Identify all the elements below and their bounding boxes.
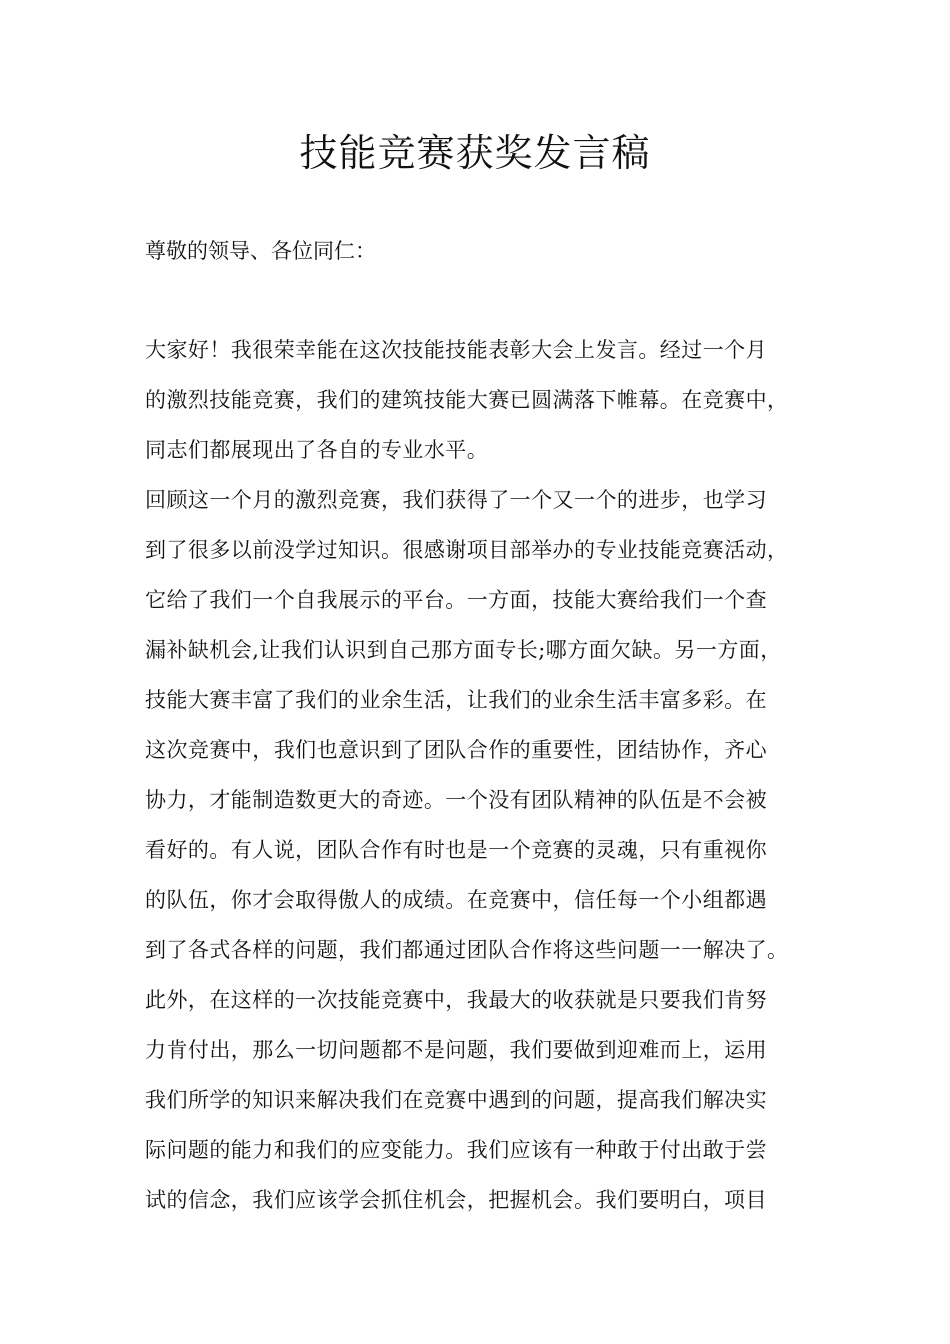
text-line: 同志们都展现出了各自的专业水平。	[145, 438, 489, 462]
text-line: 到了很多以前没学过知识。很感谢项目部举办的专业技能竞赛活动，	[145, 538, 789, 562]
text-line: 此外，在这样的一次技能竞赛中，我最大的收获就是只要我们肯努	[145, 988, 768, 1012]
text-line: 的激烈技能竞赛，我们的建筑技能大赛已圆满落下帷幕。在竞赛中，	[145, 388, 789, 412]
text-line: 漏补缺机会,让我们认识到自己那方面专长;哪方面欠缺。另一方面，	[145, 638, 782, 662]
body-text	[145, 335, 825, 1235]
text-line: 协力，才能制造数更大的奇迹。一个没有团队精神的队伍是不会被	[145, 788, 768, 812]
text-line: 回顾这一个月的激烈竞赛，我们获得了一个又一个的进步，也学习	[145, 488, 768, 512]
page-title: 技能竞赛获奖发言稿	[299, 131, 651, 175]
text-line: 到了各式各样的问题，我们都通过团队合作将这些问题一一解决了。	[145, 938, 789, 962]
text-line: 我们所学的知识来解决我们在竞赛中遇到的问题，提高我们解决实	[145, 1088, 768, 1112]
text-line: 大家好！我很荣幸能在这次技能技能表彰大会上发言。经过一个月	[145, 338, 768, 362]
text-line: 的队伍，你才会取得傲人的成绩。在竞赛中，信任每一个小组都遇	[145, 888, 768, 912]
text-line: 际问题的能力和我们的应变能力。我们应该有一种敢于付出敢于尝	[145, 1138, 768, 1162]
text-line: 力肯付出，那么一切问题都不是问题，我们要做到迎难而上，运用	[145, 1038, 768, 1062]
salutation: 尊敬的领导、各位同仁：	[145, 239, 376, 263]
text-line: 试的信念，我们应该学会抓住机会，把握机会。我们要明白，项目	[145, 1188, 768, 1212]
text-line: 它给了我们一个自我展示的平台。一方面，技能大赛给我们一个查	[145, 588, 768, 612]
text-line: 这次竞赛中，我们也意识到了团队合作的重要性，团结协作，齐心	[145, 738, 768, 762]
text-line: 技能大赛丰富了我们的业余生活，让我们的业余生活丰富多彩。在	[145, 688, 768, 712]
text-line: 看好的。有人说，团队合作有时也是一个竞赛的灵魂，只有重视你	[145, 838, 768, 862]
